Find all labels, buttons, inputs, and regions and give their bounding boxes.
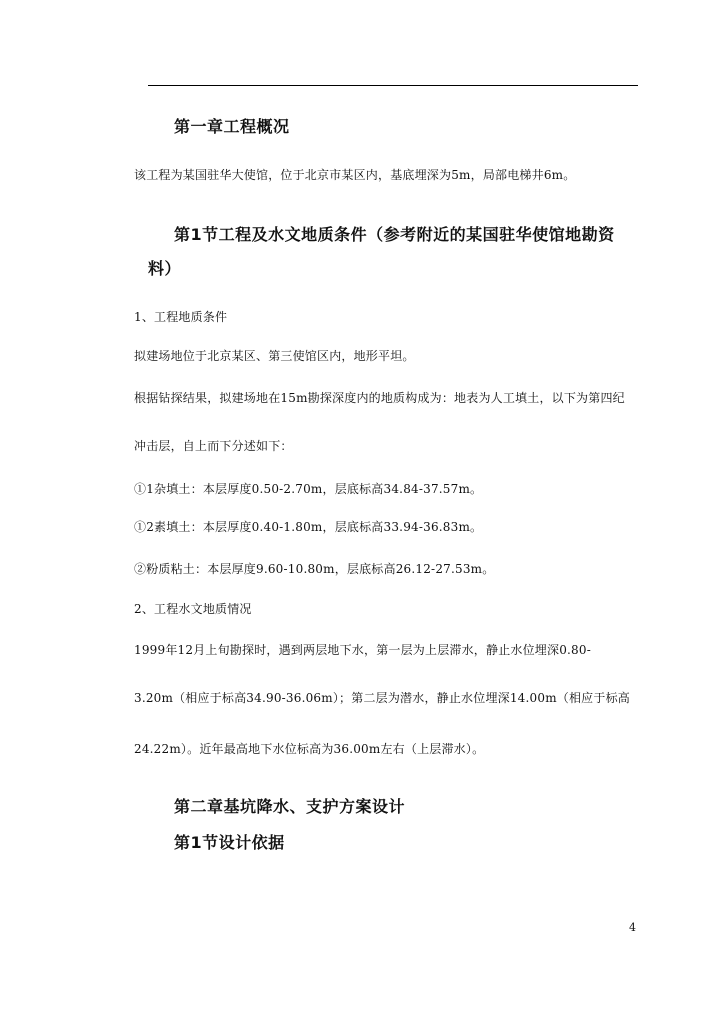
page-number: 4 [629,921,636,934]
paragraph: ①1杂填土：本层厚度0.50-2.70m，层底标高34.84-37.57m。 [134,482,483,496]
paragraph: ②粉质粘土：本层厚度9.60-10.80m，层底标高26.12-27.53m。 [134,562,495,576]
paragraph: 24.22m）。近年最高地下水位标高为36.00m左右（上层滞水）。 [134,742,485,756]
paragraph: ①2素填土：本层厚度0.40-1.80m，层底标高33.94-36.83m。 [134,520,483,534]
chapter-1-intro: 该工程为某国驻华大使馆，位于北京市某区内，基底埋深为5m，局部电梯井6m。 [134,168,576,182]
paragraph: 拟建场地位于北京某区、第三使馆区内，地形平坦。 [134,349,415,363]
paragraph: 1、工程地质条件 [134,310,228,324]
chapter-2-section-1-title: 第1节设计依据 [174,833,285,852]
paragraph: 1999年12月上旬勘探时，遇到两层地下水，第一层为上层滞水，静止水位埋深0.80- [134,643,591,657]
paragraph: 根据钻探结果，拟建场地在15m勘探深度内的地质构成为：地表为人工填土，以下为第四纪 [134,391,625,405]
paragraph: 3.20m（相应于标高34.90-36.06m）；第二层为潜水，静止水位埋深14.00m（相应于标高 [134,691,630,705]
paragraph: 冲击层，自上而下分述如下： [134,439,293,453]
chapter-1-title: 第一章工程概况 [174,117,290,136]
chapter-2-title: 第二章基坑降水、支护方案设计 [174,797,406,816]
section-1-title-line2: 料） [148,259,182,278]
section-1-title-line1: 第1节工程及水文地质条件（参考附近的某国驻华使馆地勘资 [174,225,615,244]
paragraph: 2、工程水文地质情况 [134,602,252,616]
header-rule [148,85,638,86]
